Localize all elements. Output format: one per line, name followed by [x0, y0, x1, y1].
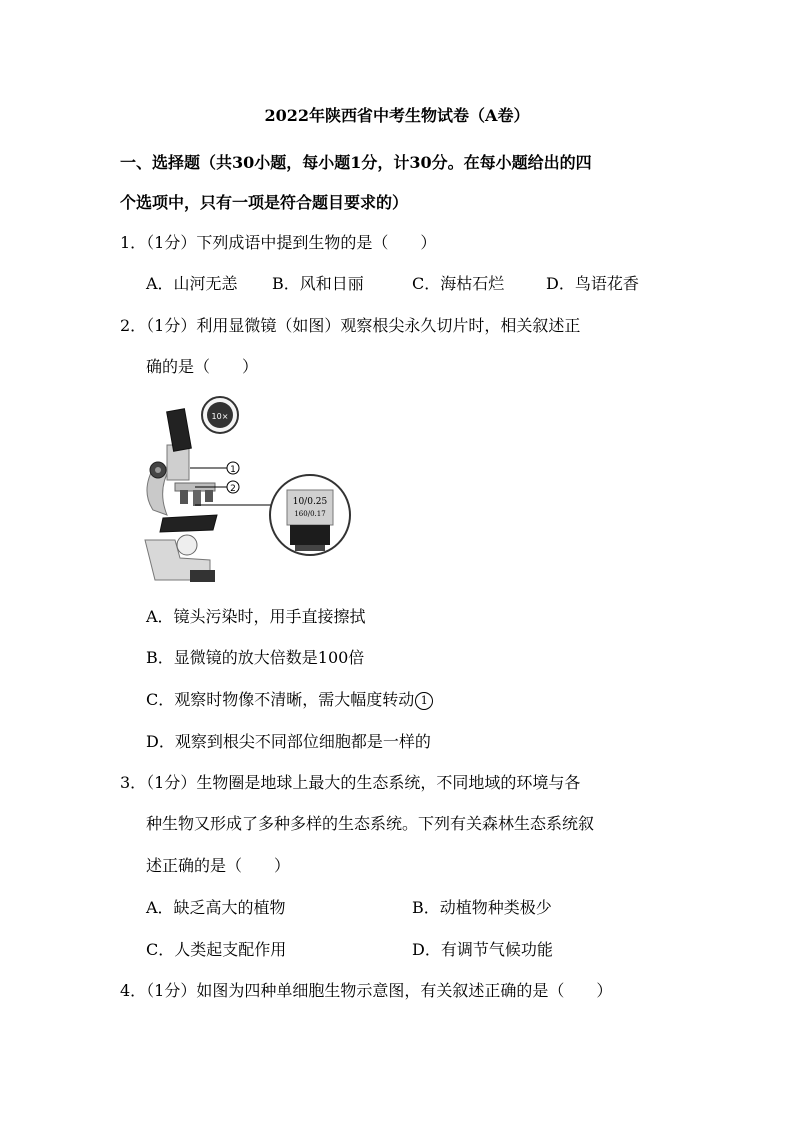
question-2-option-c-text: C．观察时物像不清晰，需大幅度转动: [146, 690, 415, 709]
question-2-stem-line-1: 2．（1分）利用显微镜（如图）观察根尖永久切片时，相关叙述正: [120, 316, 581, 335]
microscope-figure: [135, 390, 360, 590]
question-2-option-a: A．镜头污染时，用手直接擦拭: [146, 607, 366, 626]
eyepiece-label: 10×: [211, 412, 229, 421]
section-header-line-2: 个选项中，只有一项是符合题目要求的）: [120, 193, 409, 212]
question-3-option-b: B．动植物种类极少: [412, 898, 552, 917]
page-title: 2022年陕西省中考生物试卷（A卷）: [264, 106, 530, 125]
question-1-option-d: D．鸟语花香: [546, 274, 639, 293]
svg-text:1: 1: [230, 465, 236, 475]
question-1-stem: 1．（1分）下列成语中提到生物的是（ ）: [120, 233, 437, 252]
question-3-stem-line-2: 种生物又形成了多种多样的生态系统。下列有关森林生态系统叙: [146, 814, 595, 833]
question-3-option-c: C．人类起支配作用: [146, 940, 287, 959]
objective-label-2: 160/0.17: [294, 510, 326, 518]
question-3-option-d: D．有调节气候功能: [412, 940, 553, 959]
question-1-option-a: A．山河无恙: [146, 274, 238, 293]
svg-text:2: 2: [230, 484, 236, 494]
question-2-option-c: [146, 690, 433, 710]
microscope-illustration: [135, 390, 360, 590]
objective-label-1: 10/0.25: [292, 497, 328, 507]
question-3-stem-line-3: 述正确的是（ ）: [146, 856, 291, 875]
question-2-option-b: B．显微镜的放大倍数是100倍: [146, 648, 365, 667]
question-2-stem-line-2: 确的是（ ）: [146, 357, 259, 376]
question-1-option-c: C．海枯石烂: [412, 274, 505, 293]
section-header-line-1: 一、选择题（共30小题，每小题1分，计30分。在每小题给出的四: [120, 153, 592, 172]
question-3-option-a: A．缺乏高大的植物: [146, 898, 286, 917]
question-1-option-b: B．风和日丽: [272, 274, 364, 293]
question-4-stem: 4．（1分）如图为四种单细胞生物示意图，有关叙述正确的是（ ）: [120, 981, 613, 1000]
question-3-stem-line-1: 3．（1分）生物圈是地球上最大的生态系统，不同地域的环境与各: [120, 773, 581, 792]
question-2-option-d: D．观察到根尖不同部位细胞都是一样的: [146, 732, 431, 751]
circled-number-marker: 1: [415, 692, 433, 710]
